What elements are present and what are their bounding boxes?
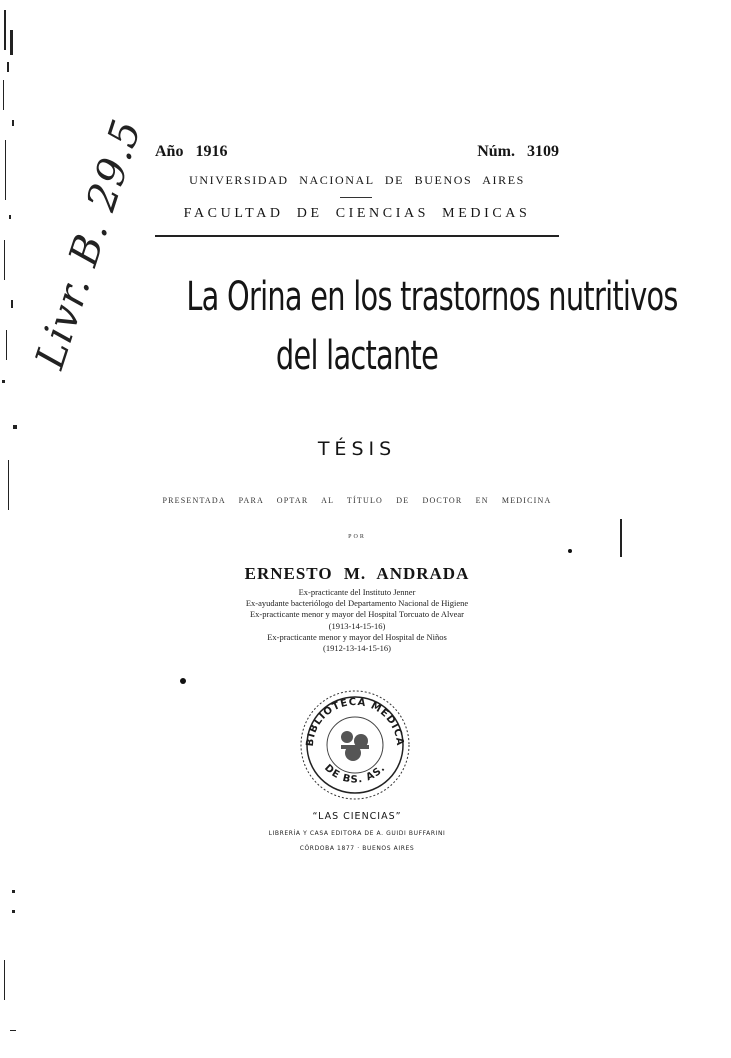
presented-for-line: PRESENTADA PARA OPTAR AL TÍTULO DE DOCTOR EN MEDICINA — [162, 496, 552, 505]
by-label: POR — [348, 534, 366, 540]
credential-line: Ex-practicante del Instituto Jenner — [298, 587, 416, 597]
handwritten-shelf-mark: Livr. B. 29.5 — [27, 113, 151, 375]
stamp-top-text: BIBLIOTECA MEDICA — [304, 696, 406, 747]
thesis-label: TÉSIS — [317, 438, 397, 460]
handwritten-annotation — [6, 110, 151, 375]
long-divider — [155, 235, 559, 237]
credential-line: Ex-ayudante bacteriólogo del Departamento Nacional de Higiene — [245, 598, 469, 609]
author-credentials — [155, 587, 559, 654]
library-stamp — [295, 685, 415, 803]
university-name: UNIVERSIDAD NACIONAL DE BUENOS AIRES — [189, 173, 525, 187]
publisher-name: “LAS CIENCIAS” — [312, 811, 402, 822]
credential-line: (1912-13-14-15-16) — [323, 643, 391, 654]
stamp-bottom-text: DE BS. AS. — [322, 762, 388, 786]
publisher-line-1: LIBRERÍA Y CASA EDITORA DE A. GUIDI BUFFARINI — [268, 830, 446, 837]
thesis-title-line-2: del lactante — [275, 333, 439, 379]
ink-speck — [180, 678, 186, 684]
header-row — [155, 143, 559, 165]
margin-mark — [620, 519, 622, 557]
short-divider — [340, 197, 372, 198]
credential-line: (1913-14-15-16) — [328, 620, 386, 631]
credential-line: Ex-practicante menor y mayor del Hospital de Niños — [267, 631, 447, 642]
year-label: Año 1916 — [155, 143, 228, 160]
ink-speck — [568, 549, 572, 553]
author-name: ERNESTO M. ANDRADA — [244, 564, 470, 583]
publisher-line-2: CÓRDOBA 1877 · BUENOS AIRES — [299, 845, 415, 852]
number-label: Núm. 3109 — [477, 143, 559, 160]
credential-line: Ex-practicante menor y mayor del Hospital Torcuato de Alvear — [249, 609, 465, 620]
thesis-title-line-1: La Orina en los trastornos nutritivos — [186, 274, 678, 320]
svg-text:DE BS. AS. — [322, 763, 388, 786]
faculty-name: FACULTAD DE CIENCIAS MEDICAS — [183, 206, 531, 221]
